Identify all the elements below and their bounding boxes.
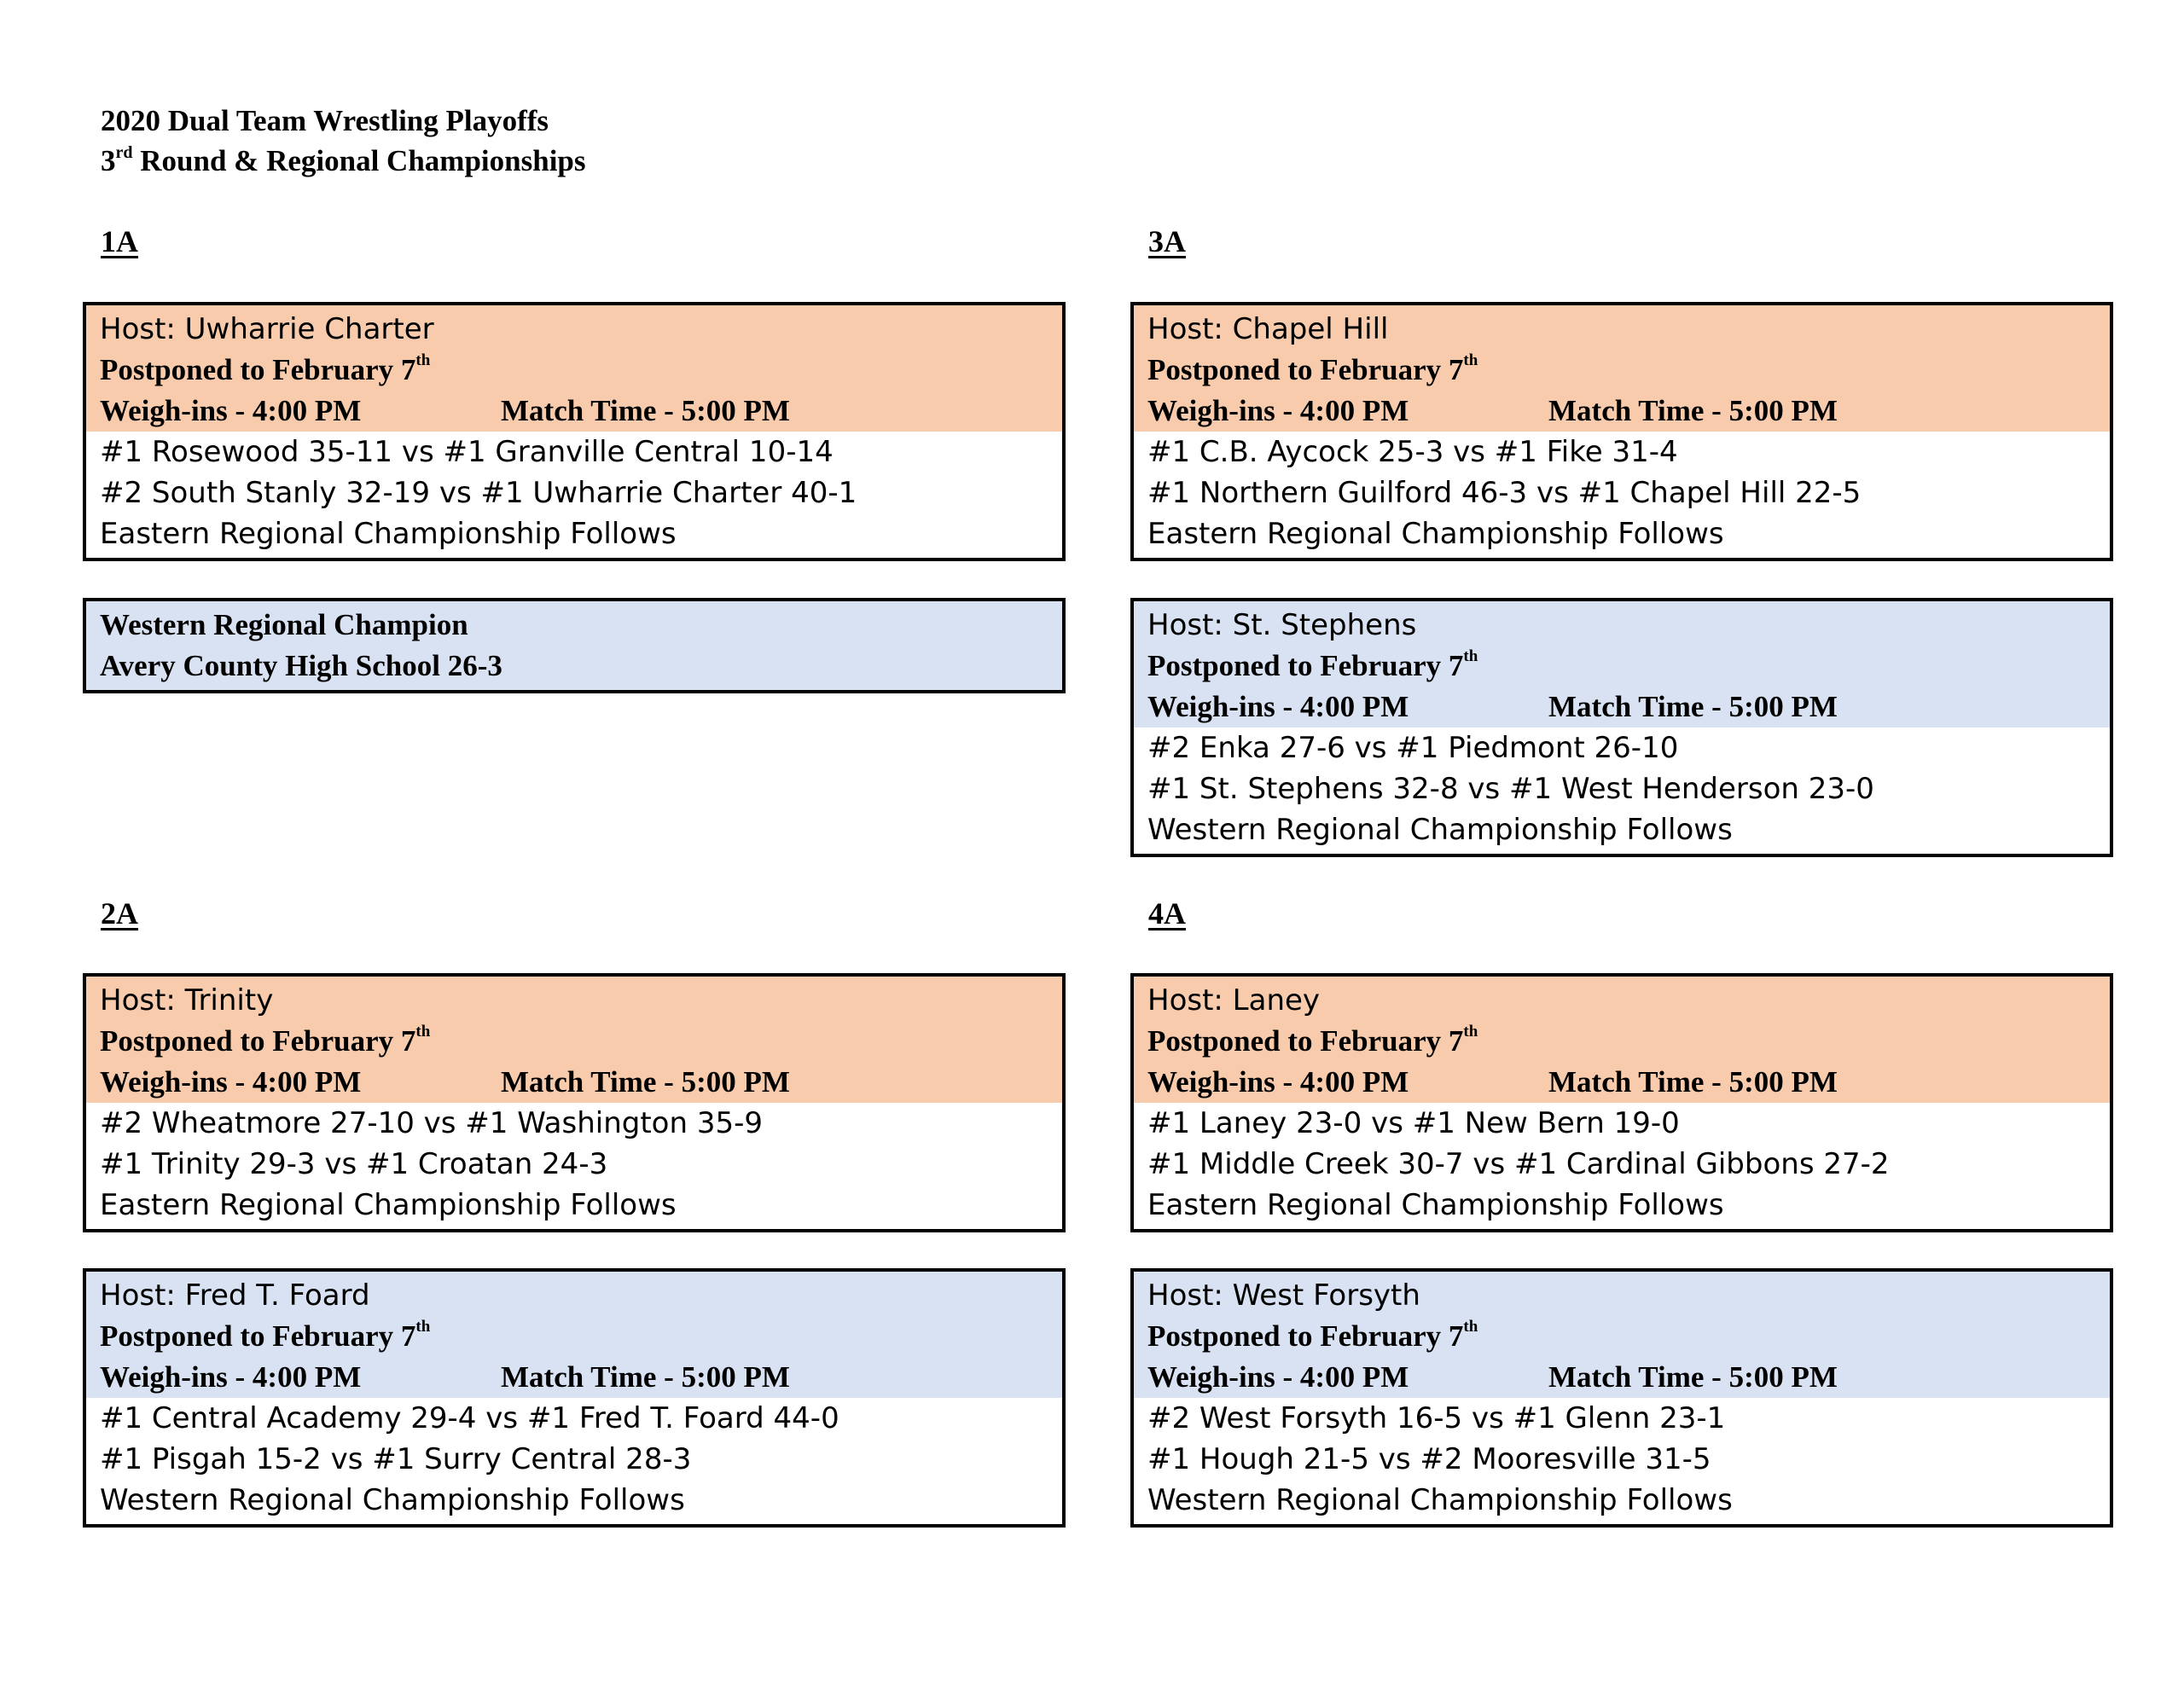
box-header — [1134, 601, 2110, 728]
class-label-4a: 4A — [1148, 896, 1186, 930]
postponed-suffix: th — [415, 351, 431, 369]
match-time: Match Time - 5:00 PM — [501, 1360, 790, 1394]
title-line-2 — [101, 141, 586, 181]
championship-follows: Eastern Regional Championship Follows — [1147, 517, 1724, 551]
times-row — [100, 1062, 1048, 1103]
matchup-box-4a-west — [1130, 1268, 2113, 1528]
document-title — [101, 101, 586, 181]
postponed-suffix: th — [1463, 1023, 1478, 1041]
host-name: Host: Trinity — [100, 983, 274, 1017]
times-row — [1147, 1062, 2096, 1103]
host-name: Host: St. Stephens — [1147, 608, 1417, 642]
box-body — [86, 432, 1062, 558]
match-line: #1 C.B. Aycock 25-3 vs #1 Fike 31-4 — [1147, 435, 1678, 469]
box-header — [1134, 977, 2110, 1103]
match-time: Match Time - 5:00 PM — [1548, 1065, 1838, 1099]
box-header — [86, 601, 1062, 690]
match-time: Match Time - 5:00 PM — [501, 1065, 790, 1099]
match-line: #1 Hough 21-5 vs #2 Mooresville 31-5 — [1147, 1442, 1711, 1476]
postponed-text: Postponed to February 7 — [1147, 353, 1464, 386]
postponed-notice — [1147, 350, 2096, 391]
weigh-ins-time: Weigh-ins - 4:00 PM — [100, 1360, 362, 1394]
postponed-notice — [1147, 1316, 2096, 1357]
championship-follows: Eastern Regional Championship Follows — [100, 1188, 677, 1222]
box-header — [1134, 1272, 2110, 1398]
matchup-box-1a-east — [83, 302, 1066, 561]
class-label-2a: 2A — [101, 896, 138, 930]
host-name: Host: West Forsyth — [1147, 1278, 1420, 1313]
match-time: Match Time - 5:00 PM — [1548, 1360, 1838, 1394]
title-line-1: 2020 Dual Team Wrestling Playoffs — [101, 104, 549, 137]
weigh-ins-time: Weigh-ins - 4:00 PM — [100, 1065, 362, 1099]
class-label-3a: 3A — [1148, 224, 1186, 258]
match-time: Match Time - 5:00 PM — [501, 394, 790, 427]
postponed-notice — [100, 1021, 1048, 1062]
match-line: #1 Pisgah 15-2 vs #1 Surry Central 28-3 — [100, 1442, 692, 1476]
match-line: #2 South Stanly 32-19 vs #1 Uwharrie Charter 40-1 — [100, 476, 857, 510]
champion-school: Avery County High School 26-3 — [100, 649, 502, 682]
box-header — [86, 1272, 1062, 1398]
match-line: #2 Enka 27-6 vs #1 Piedmont 26-10 — [1147, 731, 1679, 765]
match-time: Match Time - 5:00 PM — [1548, 690, 1838, 723]
match-line: #2 Wheatmore 27-10 vs #1 Washington 35-9 — [100, 1106, 764, 1140]
matchup-box-3a-west — [1130, 598, 2113, 857]
postponed-text: Postponed to February 7 — [1147, 1319, 1464, 1353]
title-round-suffix: rd — [115, 143, 133, 162]
match-time: Match Time - 5:00 PM — [1548, 394, 1838, 427]
championship-follows: Western Regional Championship Follows — [1147, 1483, 1733, 1517]
matchup-box-2a-west — [83, 1268, 1066, 1528]
postponed-notice — [100, 350, 1048, 391]
match-line: #1 Central Academy 29-4 vs #1 Fred T. Foard 44-0 — [100, 1401, 839, 1435]
weigh-ins-time: Weigh-ins - 4:00 PM — [1147, 690, 1409, 723]
host-name: Host: Laney — [1147, 983, 1321, 1017]
times-row — [1147, 391, 2096, 432]
weigh-ins-time: Weigh-ins - 4:00 PM — [100, 394, 362, 427]
times-row — [1147, 1357, 2096, 1398]
postponed-text: Postponed to February 7 — [100, 1319, 416, 1353]
host-name: Host: Chapel Hill — [1147, 312, 1389, 346]
box-header — [86, 305, 1062, 432]
postponed-suffix: th — [1463, 1318, 1478, 1336]
championship-follows: Eastern Regional Championship Follows — [100, 517, 677, 551]
postponed-suffix: th — [415, 1318, 431, 1336]
postponed-text: Postponed to February 7 — [1147, 1024, 1464, 1058]
weigh-ins-time: Weigh-ins - 4:00 PM — [1147, 1065, 1409, 1099]
match-line: #1 Northern Guilford 46-3 vs #1 Chapel Hill 22-5 — [1147, 476, 1862, 510]
postponed-suffix: th — [1463, 351, 1478, 369]
box-body — [1134, 1103, 2110, 1229]
match-line: #1 St. Stephens 32-8 vs #1 West Henderson 23-0 — [1147, 772, 1874, 806]
postponed-text: Postponed to February 7 — [1147, 649, 1464, 682]
postponed-notice — [100, 1316, 1048, 1357]
weigh-ins-time: Weigh-ins - 4:00 PM — [1147, 1360, 1409, 1394]
matchup-box-3a-east — [1130, 302, 2113, 561]
box-body — [86, 1398, 1062, 1524]
times-row — [1147, 687, 2096, 728]
box-body — [1134, 728, 2110, 854]
box-body — [1134, 1398, 2110, 1524]
title-round-text: Round & Regional Championships — [132, 144, 586, 177]
match-line: #1 Trinity 29-3 vs #1 Croatan 24-3 — [100, 1147, 608, 1181]
box-body — [1134, 432, 2110, 558]
postponed-suffix: th — [415, 1023, 431, 1041]
matchup-box-4a-east — [1130, 973, 2113, 1232]
postponed-text: Postponed to February 7 — [100, 353, 416, 386]
championship-follows: Eastern Regional Championship Follows — [1147, 1188, 1724, 1222]
host-name: Host: Fred T. Foard — [100, 1278, 370, 1313]
box-body — [86, 1103, 1062, 1229]
matchup-box-2a-east — [83, 973, 1066, 1232]
title-round-number: 3 — [101, 144, 116, 177]
postponed-notice — [1147, 646, 2096, 687]
championship-follows: Western Regional Championship Follows — [1147, 813, 1733, 847]
host-name: Host: Uwharrie Charter — [100, 312, 434, 346]
postponed-notice — [1147, 1021, 2096, 1062]
class-label-1a: 1A — [101, 224, 138, 258]
match-line: #1 Laney 23-0 vs #1 New Bern 19-0 — [1147, 1106, 1680, 1140]
champion-title: Western Regional Champion — [100, 608, 468, 641]
match-line: #2 West Forsyth 16-5 vs #1 Glenn 23-1 — [1147, 1401, 1726, 1435]
times-row — [100, 391, 1048, 432]
match-line: #1 Rosewood 35-11 vs #1 Granville Central 10-14 — [100, 435, 834, 469]
times-row — [100, 1357, 1048, 1398]
postponed-suffix: th — [1463, 647, 1478, 665]
postponed-text: Postponed to February 7 — [100, 1024, 416, 1058]
match-line: #1 Middle Creek 30-7 vs #1 Cardinal Gibbons 27-2 — [1147, 1147, 1890, 1181]
box-header — [86, 977, 1062, 1103]
weigh-ins-time: Weigh-ins - 4:00 PM — [1147, 394, 1409, 427]
champion-box-1a-west — [83, 598, 1066, 693]
championship-follows: Western Regional Championship Follows — [100, 1483, 685, 1517]
box-header — [1134, 305, 2110, 432]
